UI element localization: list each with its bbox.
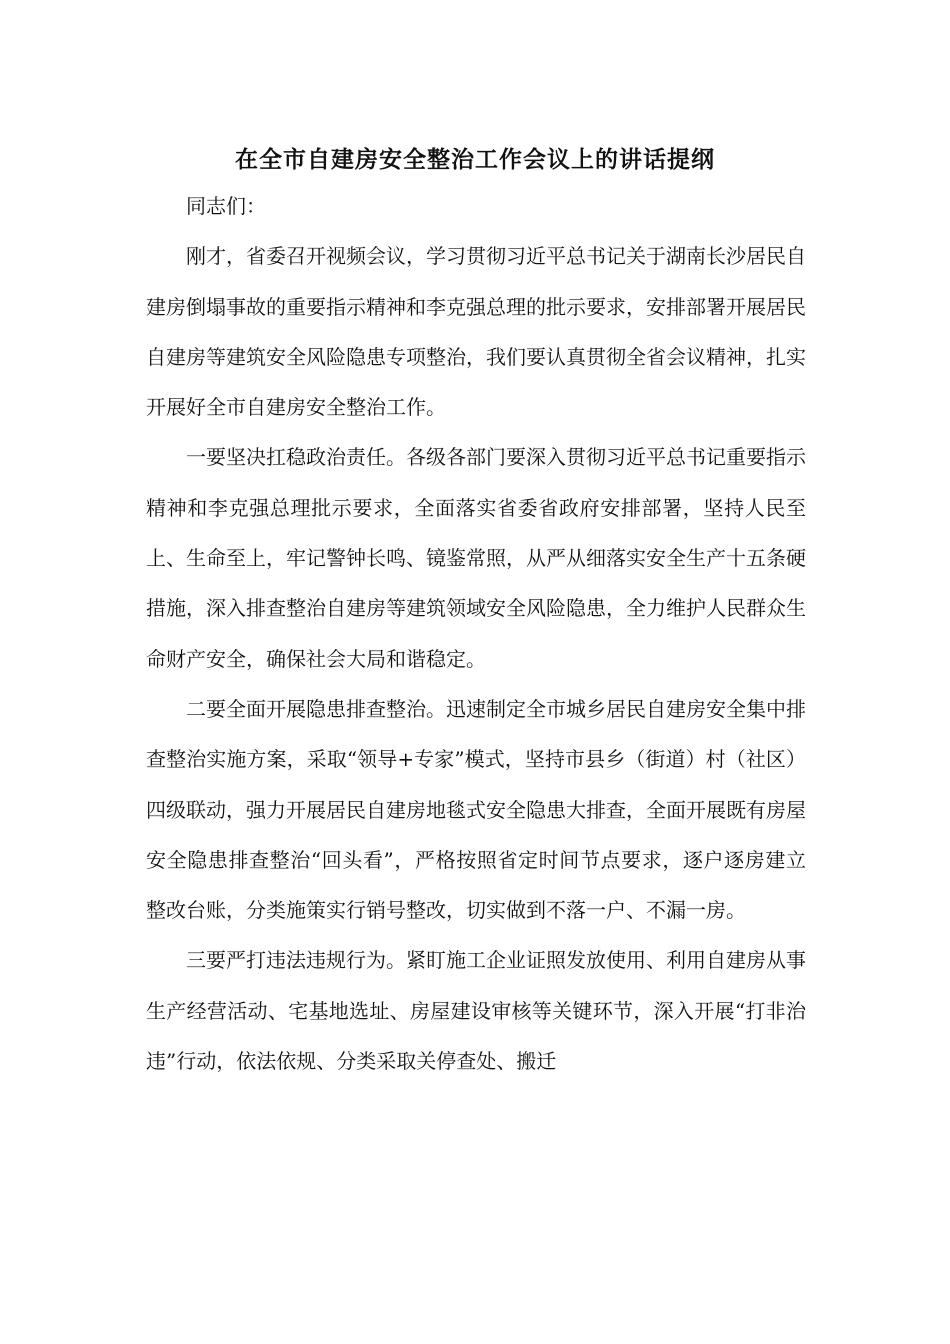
body-paragraph-3: 二要全面开展隐患排查整治。迅速制定全市城乡居民自建房安全集中排查整治实施方案，采取“领导+专家”模式，坚持市县乡（街道）村（社区）四级联动，强力开展居民自建房地毯式安全隐患大排查，全面开展既有房屋安全隐患排查整治“回头看”，严格按照省定时间节点要求，逐户逐房建立整改台账，分类施策实行销号整改，切实做到不落一户、不漏一房。 — [146, 696, 806, 923]
body-paragraph-4: 三要严打违法违规行为。紧盯施工企业证照发放使用、利用自建房从事生产经营活动、宅基地选址、房屋建设审核等关键环节，深入开展“打非治违”行动，依法依规、分类采取关停查处、搬迁 — [146, 948, 806, 1074]
body-paragraph-2: 一要坚决扛稳政治责任。各级各部门要深入贯彻习近平总书记重要指示精神和李克强总理批示要求，全面落实省委省政府安排部署，坚持人民至上、生命至上，牢记警钟长鸣、镜鉴常照，从严从细落实安全生产十五条硬措施，深入排查整治自建房等建筑领域安全风险隐患，全力维护人民群众生命财产安全，确保社会大局和谐稳定。 — [146, 445, 806, 671]
document-title: 在全市自建房安全整治工作会议上的讲话提纲 — [235, 146, 715, 173]
document-body — [146, 181, 806, 1086]
greeting-paragraph: 同志们： — [186, 194, 266, 218]
body-paragraph-1: 刚才，省委召开视频会议，学习贯彻习近平总书记关于湖南长沙居民自建房倒塌事故的重要指示精神和李克强总理的批示要求，安排部署开展居民自建房等建筑安全风险隐患专项整治，我们要认真贯彻全省会议精神，扎实开展好全市自建房安全整治工作。 — [146, 244, 806, 420]
